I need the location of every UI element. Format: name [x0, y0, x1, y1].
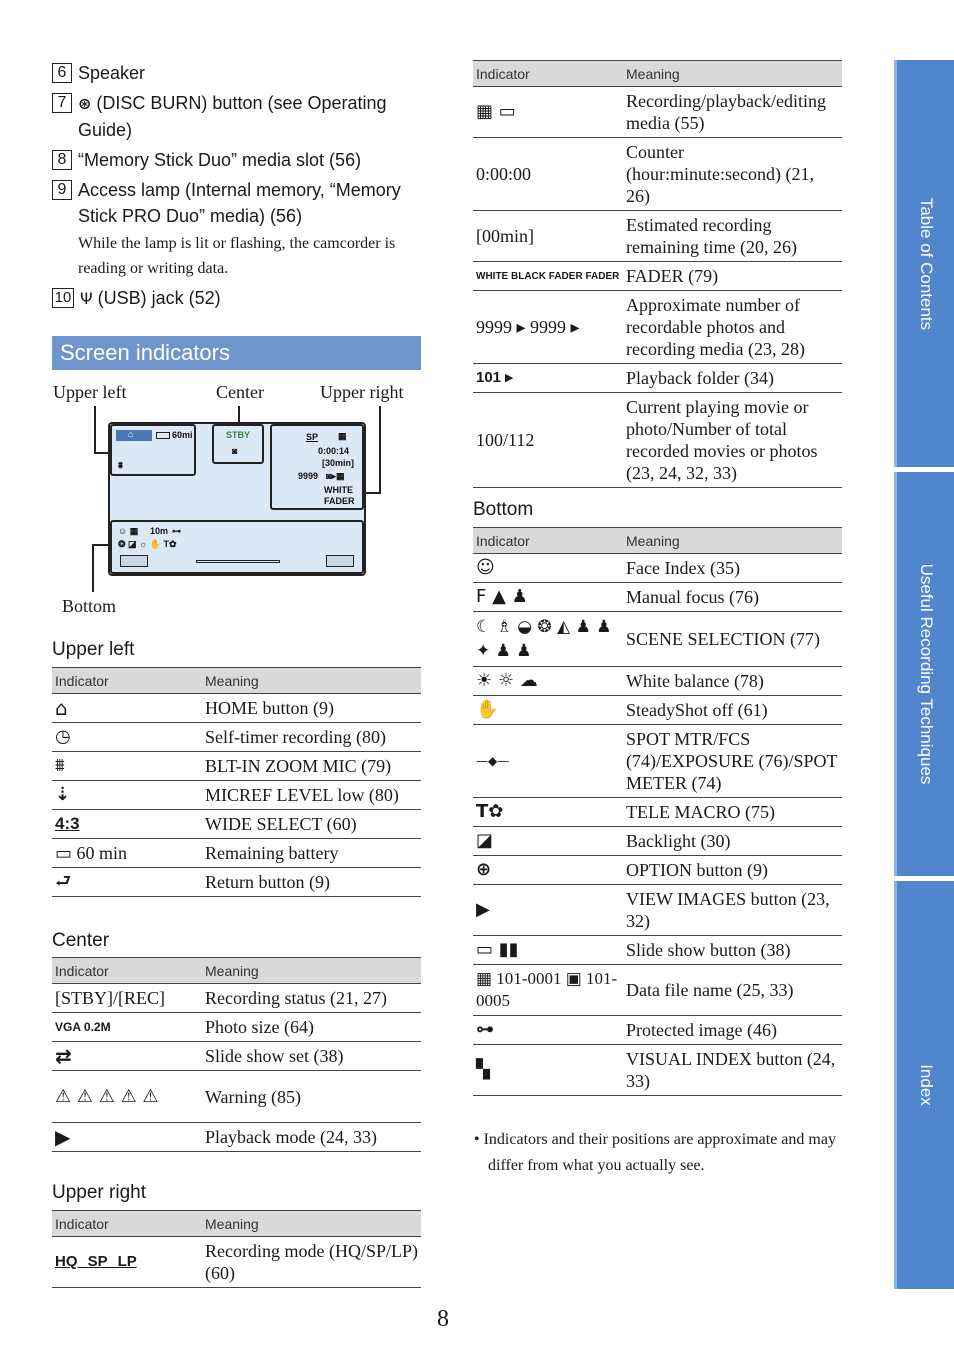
meaning-cell: OPTION button (9)	[623, 856, 842, 885]
meaning-cell: Counter (hour:minute:second) (21, 26)	[623, 138, 842, 211]
page-number: 8	[437, 1306, 449, 1332]
battery-icon	[156, 432, 170, 439]
table-row	[473, 612, 842, 667]
item-text: (USB) jack (52)	[97, 288, 221, 308]
steadyshot-off-icon: ✋	[473, 696, 623, 725]
data-file-name-indicator: ▦ 101-0001 ▣ 101-0005	[473, 965, 623, 1016]
table-row	[52, 868, 421, 897]
table-row	[473, 696, 842, 725]
tab-table-of-contents[interactable]	[894, 60, 954, 467]
media-icon: ▦	[338, 431, 347, 441]
backlight-icon: ◪	[473, 827, 623, 856]
meaning-cell: Data file name (25, 33)	[623, 965, 842, 1016]
meaning-cell: Slide show button (38)	[623, 936, 842, 965]
scene-selection-icon: ☾ ♗ ◒ ❂ ◭ ♟ ♟ ✦ ♟ ♟	[473, 612, 623, 667]
table-row	[52, 1013, 421, 1042]
item-number: 7	[52, 93, 72, 113]
table-row	[473, 1045, 842, 1096]
recording-mode-icon: HQ SP LP	[52, 1237, 202, 1288]
meaning-cell: HOME button (9)	[202, 694, 421, 723]
bottom-10m-text: 10m	[150, 526, 169, 536]
manual-focus-icon: F ▲ ♟	[473, 583, 623, 612]
meaning-cell: Recording status (21, 27)	[202, 984, 421, 1013]
center-box	[212, 424, 264, 464]
table-row	[473, 885, 842, 936]
list-item	[52, 147, 424, 173]
table-row	[473, 725, 842, 798]
leader-line	[238, 406, 240, 424]
meaning-cell: FADER (79)	[623, 262, 842, 291]
table-row	[52, 839, 421, 868]
face-index-icon: ☺	[473, 554, 623, 583]
mic-icon: ⩩	[118, 460, 123, 470]
meaning-cell: BLT-IN ZOOM MIC (79)	[202, 752, 421, 781]
table-row	[473, 393, 842, 488]
self-timer-icon: ◷	[52, 723, 202, 752]
table-row	[473, 1016, 842, 1045]
counter-indicator: 0:00:00	[473, 138, 623, 211]
tab-index[interactable]	[894, 881, 954, 1289]
col-meaning: Meaning	[202, 958, 421, 984]
tab-label: Table of Contents	[916, 197, 936, 330]
counter-text: 0:00:14	[318, 446, 350, 456]
upper-left-table	[52, 667, 421, 897]
meaning-cell: VIEW IMAGES button (23, 32)	[623, 885, 842, 936]
col-indicator: Indicator	[52, 1211, 202, 1237]
meaning-cell: Playback mode (24, 33)	[202, 1123, 421, 1152]
warning-icon: ⚠ ⚠ ⚠ ⚠ ⚠	[52, 1071, 202, 1123]
item-number: 9	[52, 180, 72, 200]
right-top-table	[473, 60, 842, 488]
leader-line	[94, 452, 110, 454]
col-indicator: Indicator	[473, 61, 623, 87]
leader-line	[364, 492, 380, 494]
visual-index-icon: ▚	[473, 1045, 623, 1096]
meaning-cell: Approximate number of recordable photos and recording media (23, 28)	[623, 291, 842, 364]
usb-icon: Ψ	[80, 289, 93, 308]
remain-text: [30min]	[322, 458, 355, 468]
col-indicator: Indicator	[473, 528, 623, 554]
col-meaning: Meaning	[202, 668, 421, 694]
playback-folder-icon: 101 ▸	[473, 364, 623, 393]
photo-count-indicator: 9999 ▸ 9999 ▸	[473, 291, 623, 364]
meaning-cell: MICREF LEVEL low (80)	[202, 781, 421, 810]
table-row	[52, 1071, 421, 1123]
zoom-mic-icon: ⩩	[52, 752, 202, 781]
tab-label: Useful Recording Techniques	[916, 563, 936, 785]
table-row	[473, 798, 842, 827]
item-text: Access lamp (Internal memory, “Memory Stick PRO Duo” media) (56)	[78, 180, 401, 226]
table-row	[473, 667, 842, 696]
fader-icon: WHITE BLACK FADER FADER	[473, 262, 623, 291]
sp-text: SP	[306, 432, 319, 442]
bottom-table	[473, 527, 842, 1096]
meaning-cell: VISUAL INDEX button (24, 33)	[623, 1045, 842, 1096]
table-row	[52, 752, 421, 781]
meaning-cell: Manual focus (76)	[623, 583, 842, 612]
white-balance-icon: ☀ ☼ ☁	[473, 667, 623, 696]
face-icon: ☺ ▦	[118, 526, 139, 536]
upper-right-box	[270, 424, 364, 510]
table-row	[52, 1042, 421, 1071]
view-images-icon: ▶	[473, 885, 623, 936]
table-row	[473, 291, 842, 364]
center-heading: Center	[52, 930, 110, 951]
table-row	[52, 781, 421, 810]
recording-status-indicator: [STBY]/[REC]	[52, 984, 202, 1013]
remaining-time-indicator: [00min]	[473, 211, 623, 262]
col-meaning: Meaning	[623, 528, 842, 554]
camera-icon: ◙	[232, 446, 238, 456]
table-row	[473, 364, 842, 393]
micref-icon: ⇣	[52, 781, 202, 810]
battery-indicator: ▭ 60 min	[52, 839, 202, 868]
home-icon: ⌂	[128, 429, 134, 439]
meaning-cell: Protected image (46)	[623, 1016, 842, 1045]
slide-show-icon: ▭ ▮▮	[473, 936, 623, 965]
spot-meter-icon: —◆—	[473, 725, 623, 798]
meaning-cell: SCENE SELECTION (77)	[623, 612, 842, 667]
photo-media-icon: ◙▸▦	[326, 471, 345, 481]
media-icon: ▦ ▭	[473, 87, 623, 138]
label-bottom: Bottom	[62, 596, 117, 616]
meaning-cell: SPOT MTR/FCS (74)/EXPOSURE (76)/SPOT METER (74)	[623, 725, 842, 798]
protect-icon: ⊶	[473, 1016, 623, 1045]
col-meaning: Meaning	[623, 61, 842, 87]
photos-text: 9999	[298, 471, 319, 481]
return-icon: ⮐	[52, 868, 202, 897]
meaning-cell: White balance (78)	[623, 667, 842, 696]
tab-useful-recording-techniques[interactable]	[894, 472, 954, 876]
meaning-cell: Remaining battery	[202, 839, 421, 868]
item-text: “Memory Stick Duo” media slot (56)	[78, 150, 362, 170]
bottom-heading: Bottom	[473, 499, 534, 520]
table-row	[52, 1237, 421, 1288]
upper-right-table	[52, 1210, 421, 1288]
table-row	[473, 856, 842, 885]
wide-select-icon: 4:3	[52, 810, 202, 839]
item-number: 8	[52, 150, 72, 170]
home-indicator	[116, 430, 152, 441]
key-icon: ⊶	[172, 526, 181, 536]
option-icon: ⊕	[473, 856, 623, 885]
center-table	[52, 957, 421, 1152]
meaning-cell: Photo size (64)	[202, 1013, 421, 1042]
numbered-list	[52, 60, 424, 316]
fader-text: FADER	[324, 496, 355, 506]
meaning-cell: Estimated recording remaining time (20, 26)	[623, 211, 842, 262]
list-item	[52, 285, 424, 312]
list-item	[52, 90, 424, 143]
table-row	[473, 554, 842, 583]
white-text: WHITE	[324, 485, 353, 495]
table-row	[52, 723, 421, 752]
item-text: Speaker	[78, 63, 146, 83]
meaning-cell: Slide show set (38)	[202, 1042, 421, 1071]
item-number: 6	[52, 63, 72, 83]
table-row	[473, 262, 842, 291]
item-note: While the lamp is lit or flashing, the camcorder is reading or writing data.	[78, 235, 396, 277]
footnote: • Indicators and their positions are approximate and may differ from what you actually see.	[474, 1131, 836, 1174]
table-row	[52, 694, 421, 723]
table-row	[473, 827, 842, 856]
table-row	[473, 211, 842, 262]
list-item	[52, 60, 424, 86]
meaning-cell: Return button (9)	[202, 868, 421, 897]
meaning-cell: Current playing movie or photo/Number of total recorded movies or photos (23, 24, 32, 33)	[623, 393, 842, 488]
tele-macro-icon: T✿	[473, 798, 623, 827]
upper-right-heading: Upper right	[52, 1182, 146, 1203]
meaning-cell: SteadyShot off (61)	[623, 696, 842, 725]
item-number: 10	[52, 288, 74, 308]
table-row	[52, 810, 421, 839]
table-row	[473, 936, 842, 965]
meaning-cell: TELE MACRO (75)	[623, 798, 842, 827]
meaning-cell: WIDE SELECT (60)	[202, 810, 421, 839]
col-meaning: Meaning	[202, 1211, 421, 1237]
meaning-cell: Face Index (35)	[623, 554, 842, 583]
label-upper-left: Upper left	[53, 382, 127, 402]
tab-label: Index	[916, 1064, 936, 1106]
upper-left-box	[110, 424, 196, 476]
meaning-cell: Warning (85)	[202, 1071, 421, 1123]
meaning-cell: Recording mode (HQ/SP/LP) (60)	[202, 1237, 421, 1288]
label-upper-right: Upper right	[320, 382, 404, 402]
section-title: Screen indicators	[52, 336, 421, 370]
home-icon: ⌂	[52, 694, 202, 723]
item-text: (DISC BURN) button (see Operating Guide)	[78, 93, 387, 140]
col-indicator: Indicator	[52, 958, 202, 984]
meaning-cell: Backlight (30)	[623, 827, 842, 856]
screen-diagram	[52, 378, 422, 628]
upper-left-heading: Upper left	[52, 639, 135, 660]
table-row	[473, 965, 842, 1016]
option-button	[326, 555, 354, 567]
meaning-cell: Playback folder (34)	[623, 364, 842, 393]
table-row	[473, 87, 842, 138]
slider-bar	[196, 560, 280, 563]
meaning-cell: Self-timer recording (80)	[202, 723, 421, 752]
slide-show-set-icon: ⇄	[52, 1042, 202, 1071]
bottom-icons: ❂ ◪ ☼ ✋ T✿	[118, 539, 177, 549]
photo-size-icon: VGA 0.2M	[52, 1013, 202, 1042]
stby-text: STBY	[226, 430, 251, 440]
leader-line	[379, 406, 381, 494]
playing-count-indicator: 100/112	[473, 393, 623, 488]
leader-line	[92, 544, 94, 592]
table-row	[52, 984, 421, 1013]
table-row	[473, 138, 842, 211]
list-item	[52, 177, 424, 281]
battery-text: 60mi	[172, 430, 193, 440]
meaning-cell: Recording/playback/editing media (55)	[623, 87, 842, 138]
view-images-button	[120, 555, 148, 567]
table-row	[473, 583, 842, 612]
col-indicator: Indicator	[52, 668, 202, 694]
label-center: Center	[216, 382, 264, 402]
leader-line	[92, 544, 110, 546]
leader-line	[94, 406, 96, 452]
table-row	[52, 1123, 421, 1152]
playback-mode-icon: ▶	[52, 1123, 202, 1152]
bottom-box	[110, 520, 364, 574]
disc-burn-icon: ⊛	[78, 94, 92, 113]
